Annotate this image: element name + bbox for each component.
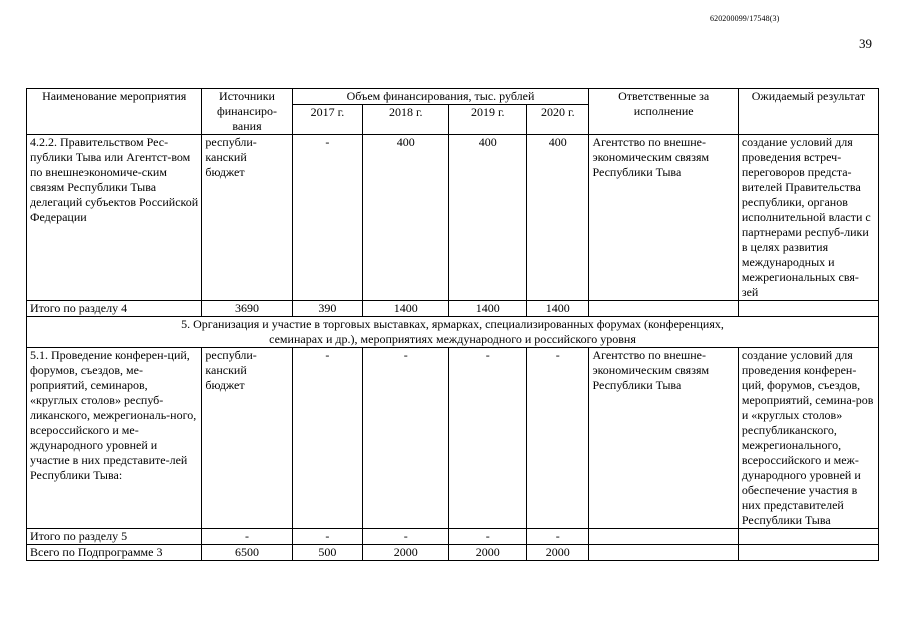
cell-result bbox=[738, 545, 878, 561]
cell-2018: 400 bbox=[363, 135, 449, 301]
document-code: 620200099/17548(3) bbox=[710, 14, 780, 23]
cell-total: 3690 bbox=[202, 301, 292, 317]
header-volume: Объем финансирования, тыс. рублей bbox=[292, 89, 589, 105]
section-heading: 5. Организация и участие в торговых выставках, ярмарках, специализированных форумах (конференциях, семинарах и др.), мероприятиях международного и российского уровня bbox=[27, 317, 879, 348]
header-year-2019: 2019 г. bbox=[449, 105, 527, 135]
header-result: Ожидаемый результат bbox=[738, 89, 878, 135]
cell-result: создание условий для проведения конферен-ций, форумов, съездов, мероприятий, семина-ров и «круглых столов» республиканского, межрегионального, всероссийского и меж-дународного уровней и обеспечение участия в них представителей Республики Тыва bbox=[738, 348, 878, 529]
cell-2020: - bbox=[527, 348, 589, 529]
cell-2017: 390 bbox=[292, 301, 363, 317]
cell-name: Итого по разделу 5 bbox=[27, 529, 202, 545]
cell-2020: - bbox=[527, 529, 589, 545]
cell-2017: - bbox=[292, 135, 363, 301]
cell-2017: - bbox=[292, 348, 363, 529]
cell-2019: - bbox=[449, 529, 527, 545]
cell-2020: 2000 bbox=[527, 545, 589, 561]
subtotal-row bbox=[27, 529, 879, 545]
cell-2018: 1400 bbox=[363, 301, 449, 317]
header-name: Наименование мероприятия bbox=[27, 89, 202, 135]
cell-responsible: Агентство по внешне-экономическим связям Республики Тыва bbox=[589, 348, 738, 529]
cell-source: республи-канский бюджет bbox=[202, 348, 292, 529]
cell-2017: 500 bbox=[292, 545, 363, 561]
cell-source: республи-канский бюджет bbox=[202, 135, 292, 301]
cell-2018: - bbox=[363, 529, 449, 545]
cell-responsible: Агентство по внешне-экономическим связям Республики Тыва bbox=[589, 135, 738, 301]
table-row bbox=[27, 135, 879, 301]
header-year-2020: 2020 г. bbox=[527, 105, 589, 135]
section-heading-row bbox=[27, 317, 879, 348]
cell-2019: 1400 bbox=[449, 301, 527, 317]
cell-total: 6500 bbox=[202, 545, 292, 561]
cell-2019: 400 bbox=[449, 135, 527, 301]
cell-2017: - bbox=[292, 529, 363, 545]
cell-2018: 2000 bbox=[363, 545, 449, 561]
financing-table bbox=[26, 88, 879, 561]
subtotal-row bbox=[27, 301, 879, 317]
header-year-2018: 2018 г. bbox=[363, 105, 449, 135]
cell-responsible bbox=[589, 545, 738, 561]
table-row bbox=[27, 348, 879, 529]
cell-result: создание условий для проведения встреч-переговоров предста-вителей Правительства республики, органов исполнительной власти с партнерами респуб-лики в целях развития международных и межрегиональных свя-зей bbox=[738, 135, 878, 301]
cell-result bbox=[738, 529, 878, 545]
cell-name: Итого по разделу 4 bbox=[27, 301, 202, 317]
cell-2019: - bbox=[449, 348, 527, 529]
cell-2019: 2000 bbox=[449, 545, 527, 561]
cell-2020: 1400 bbox=[527, 301, 589, 317]
cell-name: 5.1. Проведение конферен-ций, форумов, съездов, ме-роприятий, семинаров, «круглых столов» респуб-ликанского, межрегиональ-ного, всероссийского и ме-ждународного уровней и участие в них представите-лей Республики Тыва: bbox=[27, 348, 202, 529]
cell-responsible bbox=[589, 529, 738, 545]
cell-result bbox=[738, 301, 878, 317]
cell-responsible bbox=[589, 301, 738, 317]
cell-name: 4.2.2. Правительством Рес-публики Тыва или Агентст-вом по внешнеэкономиче-ским связям Республики Тыва делегаций субъектов Российской Федерации bbox=[27, 135, 202, 301]
header-responsible: Ответственные за исполнение bbox=[589, 89, 738, 135]
grand-total-row bbox=[27, 545, 879, 561]
cell-total: - bbox=[202, 529, 292, 545]
header-source: Источники финансиро-вания bbox=[202, 89, 292, 135]
header-year-2017: 2017 г. bbox=[292, 105, 363, 135]
page-number: 39 bbox=[859, 36, 872, 51]
cell-2018: - bbox=[363, 348, 449, 529]
cell-name: Всего по Подпрограмме 3 bbox=[27, 545, 202, 561]
table-header-row bbox=[27, 89, 879, 105]
cell-2020: 400 bbox=[527, 135, 589, 301]
